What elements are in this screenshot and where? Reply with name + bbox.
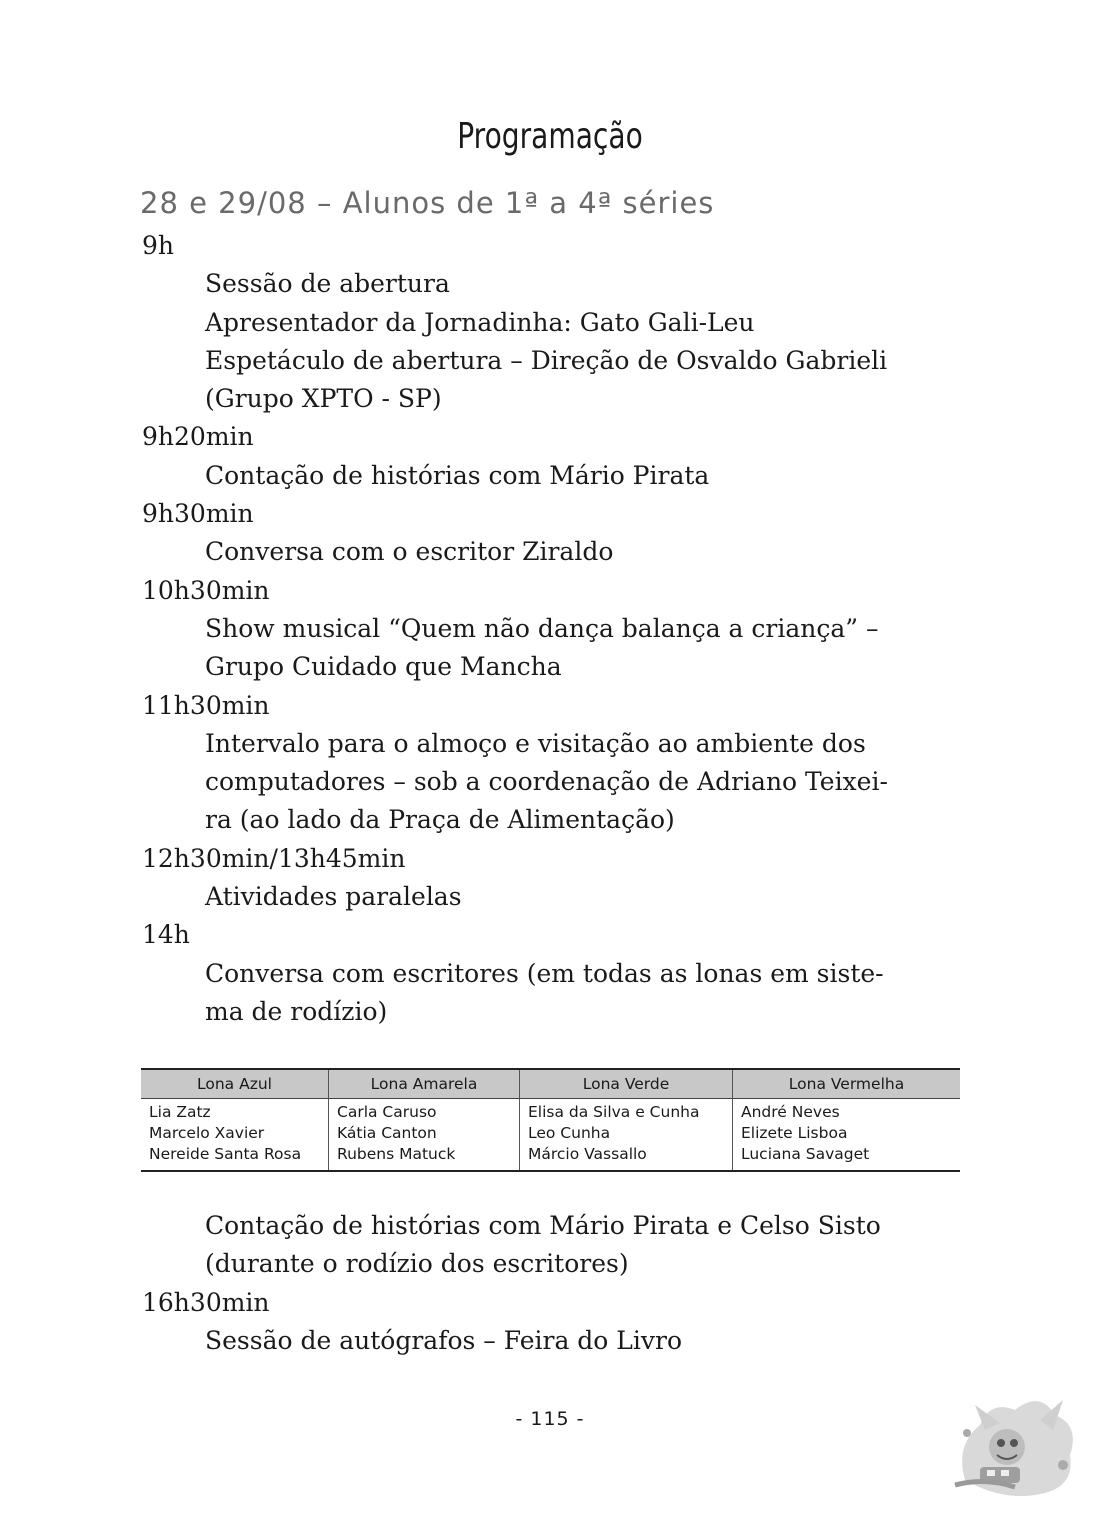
schedule-item: Contação de histórias com Mário Pirata	[205, 460, 710, 490]
page-title: Programação	[457, 116, 643, 157]
schedule-time: 14h	[142, 920, 190, 950]
schedule-time: 10h30min	[142, 575, 270, 605]
table-cell	[520, 1099, 733, 1172]
schedule-time: 9h20min	[142, 422, 254, 452]
writer-name: André Neves	[741, 1103, 840, 1121]
writer-name: Kátia Canton	[337, 1124, 437, 1142]
schedule-item: Show musical “Quem não dança balança a criança” –	[205, 613, 879, 643]
schedule-item: ma de rodízio)	[205, 996, 388, 1026]
writer-name: Márcio Vassallo	[528, 1145, 647, 1163]
column-header-lona-amarela: Lona Amarela	[329, 1069, 520, 1099]
schedule-item: Intervalo para o almoço e visitação ao ambiente dos	[205, 728, 866, 758]
column-header-lona-vermelha: Lona Vermelha	[733, 1069, 961, 1099]
schedule-item: Contação de histórias com Mário Pirata e Celso Sisto	[205, 1211, 881, 1240]
schedule-time: 9h30min	[142, 499, 254, 529]
schedule-item: Sessão de abertura	[205, 269, 450, 299]
schedule-item: Conversa com o escritor Ziraldo	[205, 537, 614, 567]
writer-name: Elizete Lisboa	[741, 1124, 848, 1142]
schedule-item: Atividades paralelas	[205, 882, 462, 912]
schedule-item: Grupo Cuidado que Mancha	[205, 652, 562, 682]
schedule-time: 12h30min/13h45min	[142, 843, 406, 873]
schedule-item: computadores – sob a coordenação de Adriano Teixei-	[205, 767, 888, 797]
writer-name: Elisa da Silva e Cunha	[528, 1103, 700, 1121]
schedule-item: Conversa com escritores (em todas as lonas em siste-	[205, 958, 884, 988]
writer-name: Luciana Savaget	[741, 1145, 870, 1163]
table-cell	[141, 1099, 329, 1172]
schedule-time: 11h30min	[142, 690, 270, 720]
schedule-item: Apresentador da Jornadinha: Gato Gali-Leu	[205, 307, 755, 337]
schedule-time: 16h30min	[142, 1287, 270, 1317]
writers-table	[141, 1068, 960, 1172]
table-header-row	[141, 1069, 960, 1099]
schedule-time: 9h	[142, 231, 175, 260]
schedule-item: (Grupo XPTO - SP)	[205, 384, 442, 414]
writer-name: Carla Caruso	[337, 1103, 437, 1121]
mascot-illustration-icon	[945, 1385, 1085, 1505]
table-cell	[733, 1099, 961, 1172]
date-subtitle: 28 e 29/08 – Alunos de 1ª a 4ª séries	[140, 186, 715, 220]
writer-name: Rubens Matuck	[337, 1145, 456, 1163]
schedule-item: Sessão de autógrafos – Feira do Livro	[205, 1325, 683, 1355]
schedule-item: (durante o rodízio dos escritores)	[205, 1249, 629, 1279]
table-row	[141, 1099, 960, 1172]
writer-name: Leo Cunha	[528, 1124, 611, 1142]
table-cell	[329, 1099, 520, 1172]
writer-name: Marcelo Xavier	[149, 1124, 265, 1142]
writer-name: Lia Zatz	[149, 1103, 211, 1121]
column-header-lona-azul: Lona Azul	[141, 1069, 329, 1099]
schedule-item: ra (ao lado da Praça de Alimentação)	[205, 805, 675, 835]
column-header-lona-verde: Lona Verde	[520, 1069, 733, 1099]
page-number: - 115 -	[515, 1408, 585, 1430]
schedule-list	[142, 227, 972, 1031]
schedule-item: Espetáculo de abertura – Direção de Osvaldo Gabrieli	[205, 345, 888, 375]
writer-name: Nereide Santa Rosa	[149, 1145, 302, 1163]
schedule-list-continued	[142, 1207, 972, 1360]
